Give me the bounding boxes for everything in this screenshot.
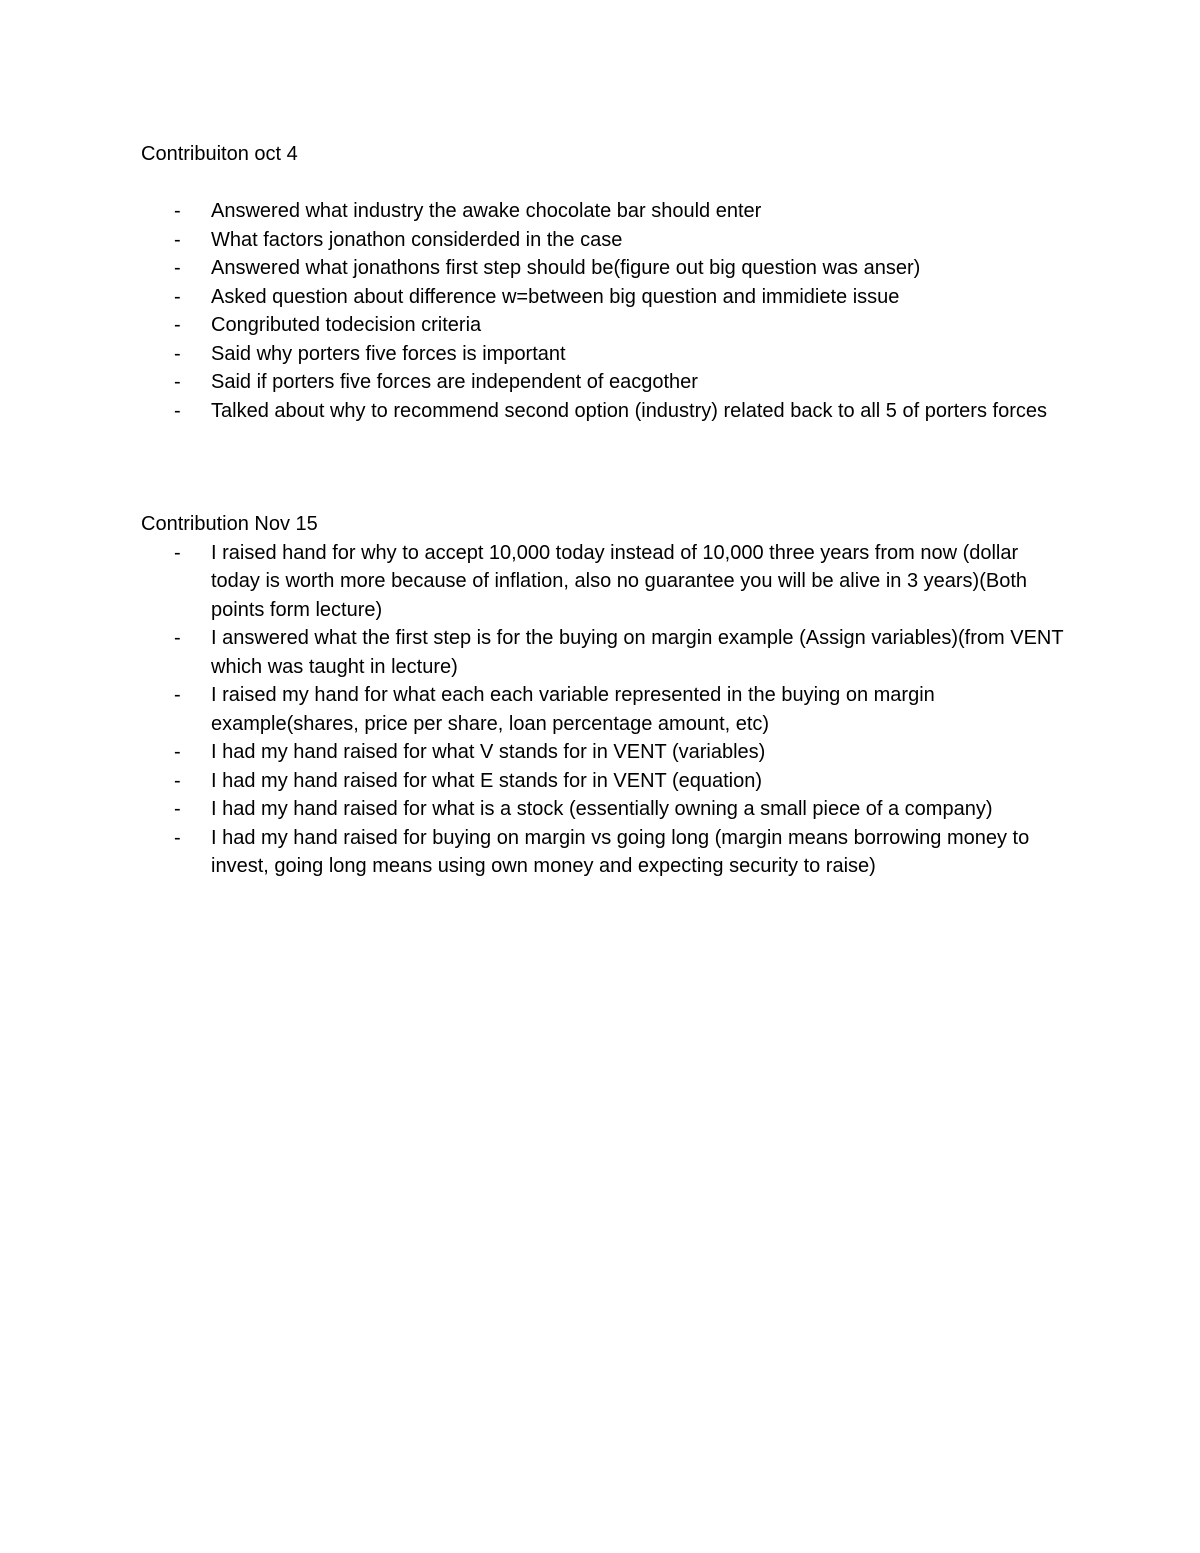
list-item-text: I had my hand raised for what V stands for in VENT (variables) — [211, 741, 766, 763]
bullet-dash: - — [174, 627, 181, 649]
list-item — [141, 340, 1071, 369]
list-item-text: Said if porters five forces are independent of eacgother — [211, 371, 698, 393]
bullet-dash: - — [174, 228, 181, 251]
list-item — [141, 624, 1071, 681]
bullet-dash: - — [174, 314, 181, 336]
bullet-dash: - — [174, 342, 181, 365]
list-item — [141, 539, 1071, 625]
bullet-dash: - — [174, 798, 181, 820]
list-item-text: I had my hand raised for what is a stock (essentially owning a small piece of a company) — [211, 798, 993, 820]
list-item-text: Answered what jonathons first step should be(figure out big question was anser) — [211, 257, 921, 279]
list-item-text: I had my hand raised for what E stands for in VENT (equation) — [211, 769, 763, 792]
contribution-section-oct-4 — [141, 140, 1071, 425]
list-item — [141, 311, 1071, 340]
list-item-text: Said why porters five forces is important — [211, 342, 566, 365]
list-item-text: Answered what industry the awake chocolate bar should enter — [211, 200, 762, 222]
list-item — [141, 738, 1071, 767]
list-item-text: Asked question about difference w=between big question and immidiete issue — [211, 285, 900, 308]
list-item — [141, 226, 1071, 255]
list-item-text: Congributed todecision criteria — [211, 314, 482, 336]
list-item — [141, 397, 1071, 426]
contribution-list — [141, 197, 1071, 425]
list-item — [141, 824, 1071, 881]
list-item — [141, 368, 1071, 397]
section-heading: Contribution Nov 15 — [141, 513, 318, 535]
contribution-list — [141, 539, 1071, 881]
list-item — [141, 283, 1071, 312]
bullet-dash: - — [174, 826, 181, 849]
list-item-text: I answered what the first step is for the buying on margin example (Assign variables)(from VENT which was taught in lecture) — [211, 627, 1064, 678]
bullet-dash: - — [174, 541, 181, 564]
section-heading: Contribuiton oct 4 — [141, 143, 298, 165]
list-item — [141, 767, 1071, 796]
bullet-dash: - — [174, 684, 181, 706]
bullet-dash: - — [174, 769, 181, 792]
bullet-dash: - — [174, 200, 181, 222]
bullet-dash: - — [174, 741, 181, 763]
list-item — [141, 254, 1071, 283]
bullet-dash: - — [174, 371, 181, 393]
bullet-dash: - — [174, 399, 181, 422]
list-item — [141, 681, 1071, 738]
list-item — [141, 197, 1071, 226]
list-item-text: Talked about why to recommend second option (industry) related back to all 5 of porters forces — [211, 399, 1047, 422]
bullet-dash: - — [174, 257, 181, 279]
list-item — [141, 795, 1071, 824]
list-item-text: What factors jonathon considerded in the case — [211, 228, 623, 251]
list-item-text: I raised hand for why to accept 10,000 today instead of 10,000 three years from now (dollar today is worth more because of inflation, also no guarantee you will be alive in 3 years)(Both points form lecture) — [211, 541, 1028, 621]
spacer — [141, 169, 1071, 198]
list-item-text: I raised my hand for what each each variable represented in the buying on margin example(shares, price per share, loan percentage amount, etc) — [211, 684, 935, 735]
bullet-dash: - — [174, 285, 181, 308]
contribution-section-nov-15 — [141, 510, 1071, 881]
list-item-text: I had my hand raised for buying on margin vs going long (margin means borrowing money to invest, going long means using own money and expecting security to raise) — [211, 826, 1030, 877]
